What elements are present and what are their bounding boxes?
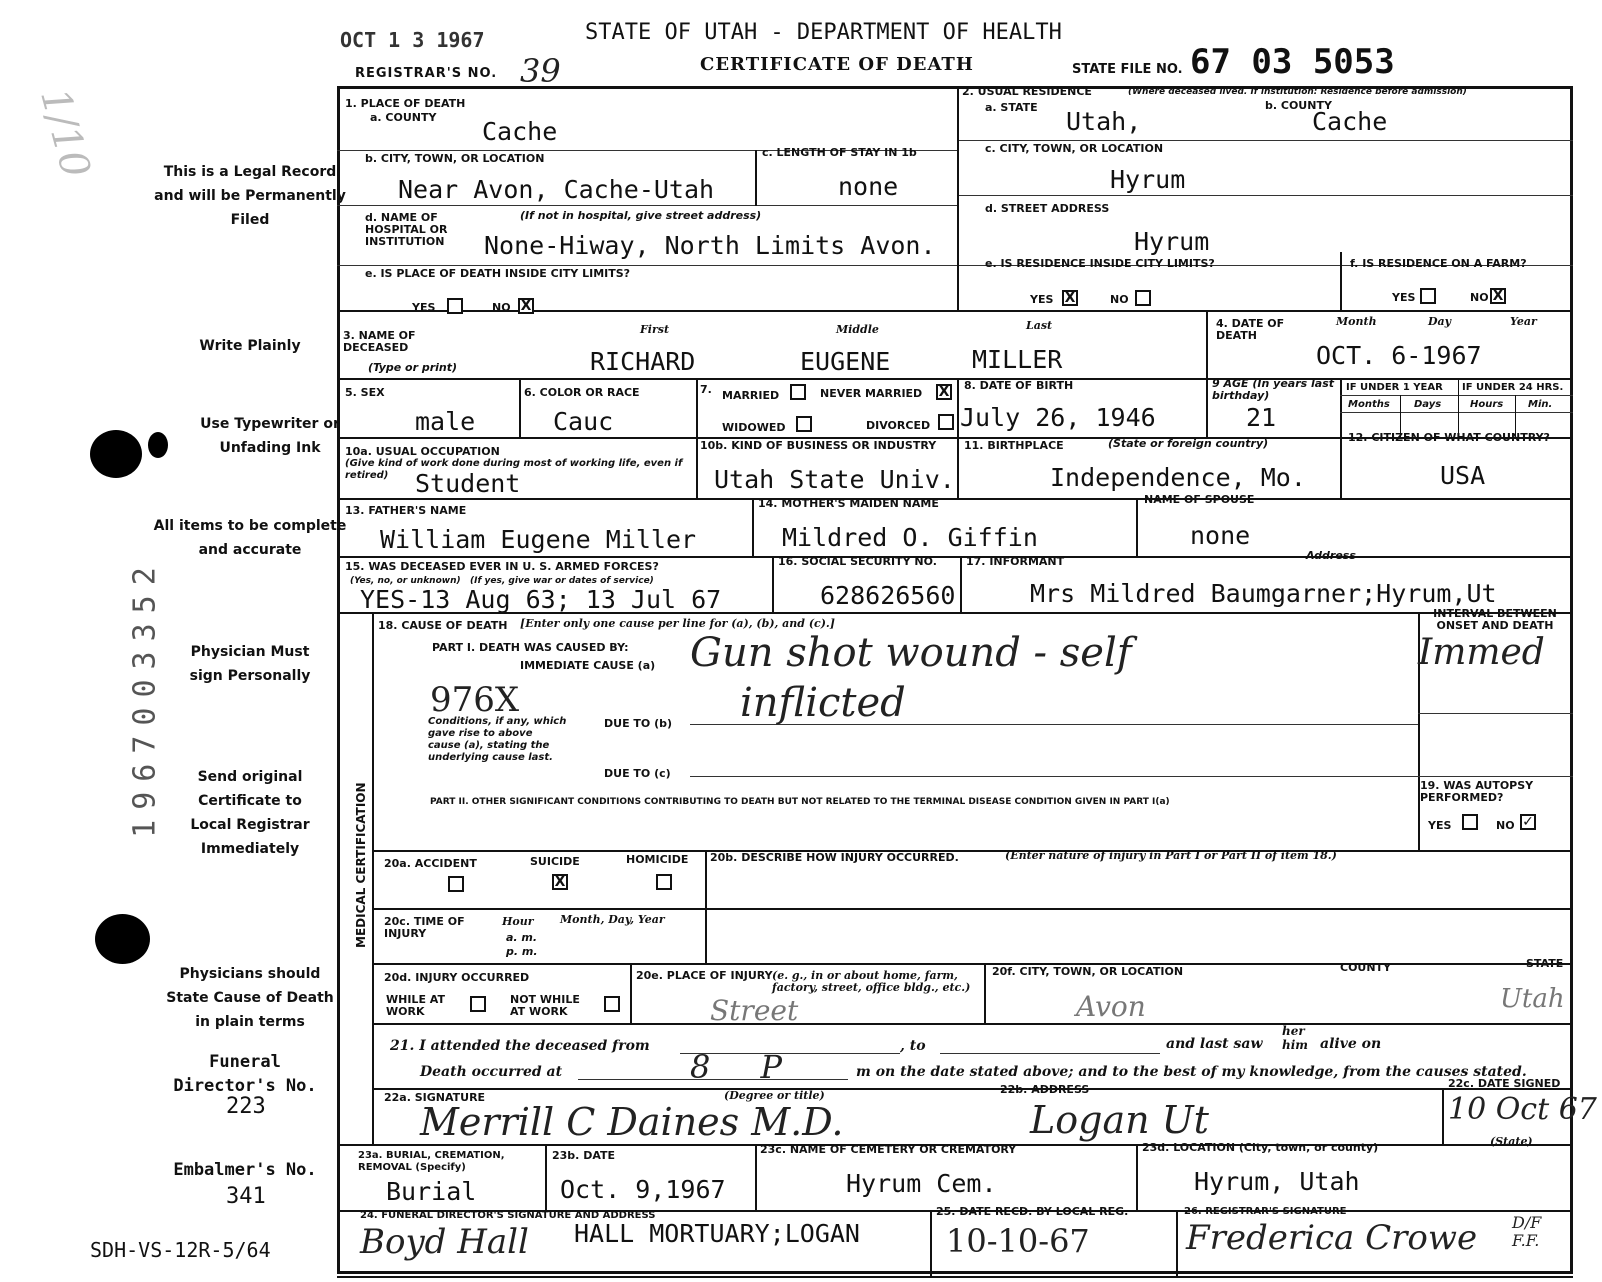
injury-city-label: 20f. CITY, TOWN, OR LOCATION [992, 965, 1184, 978]
cause-code: 976X [430, 680, 520, 720]
typewriter-note: Use Typewriter or Unfading Ink [200, 416, 340, 456]
residence-state-value: Utah, [1066, 107, 1142, 136]
sex-value: male [415, 407, 476, 436]
ssn-value: 628626560 [820, 581, 956, 610]
physician-sign-note: Physician Must sign Personally [189, 644, 311, 684]
autopsy-no-checkbox[interactable]: ✓ [1520, 814, 1536, 830]
mother-name-value: Mildred O. Giffin [782, 523, 1038, 552]
not-while-at-work-label: NOT WHILE AT WORK [510, 993, 580, 1018]
date-received-value: 10-10-67 [946, 1222, 1090, 1260]
injury-place-label: 20e. PLACE OF INJURY [636, 969, 773, 982]
birthplace-hint: (State or foreign country) [1108, 437, 1269, 450]
residence-county-label: b. COUNTY [1265, 99, 1332, 112]
vertical-number: 1967003352 [127, 557, 163, 838]
immediate-cause-label: IMMEDIATE CAUSE (a) [520, 659, 656, 672]
residence-street-value: Hyrum [1134, 227, 1210, 256]
age-label: 9 AGE (In years last birthday) [1212, 377, 1335, 402]
cause-of-death-hint: [Enter only one cause per line for (a), (b), and (c).] [520, 617, 835, 630]
punch-hole-top [90, 430, 142, 478]
death-limits-no-checkbox[interactable]: X [518, 298, 534, 314]
date-of-death-label: 4. DATE OF DEATH [1216, 317, 1285, 342]
injury-place-value: Street [710, 994, 799, 1027]
death-limits-no-label: NO [492, 301, 511, 314]
punch-hole-top-small [148, 432, 168, 458]
hospital-hint: (If not in hospital, give street address) [520, 209, 762, 222]
middle-name-value: EUGENE [800, 347, 891, 376]
last-name-label: Last [1026, 319, 1053, 332]
birth-date-value: July 26, 1946 [960, 403, 1156, 432]
widowed-label: WIDOWED [722, 421, 786, 434]
death-city-label: b. CITY, TOWN, OR LOCATION [365, 152, 545, 165]
alive-on-label: alive on [1320, 1036, 1382, 1052]
cemetery-value: Hyrum Cem. [846, 1169, 997, 1198]
residence-limits-yes-checkbox[interactable]: X [1062, 290, 1078, 306]
date-signed-label: 22c. DATE SIGNED [1448, 1077, 1561, 1090]
autopsy-yes-checkbox[interactable] [1462, 814, 1478, 830]
part-2-label: PART II. OTHER SIGNIFICANT CONDITIONS CONTRIBUTING TO DEATH BUT NOT RELATED TO THE TERMINAL DISEASE CONDITION GIVEN IN PART I(a) [430, 797, 1170, 807]
last-name-value: MILLER [972, 345, 1063, 374]
death-occurred-label: Death occurred at [420, 1064, 563, 1080]
physicians-cause-note: Physicians should State Cause of Death in plain terms [166, 966, 334, 1030]
cemetery-label: 23c. NAME OF CEMETERY OR CREMATORY [760, 1143, 1017, 1156]
usual-residence-label: 2. USUAL RESIDENCE [962, 85, 1092, 98]
first-name-label: First [640, 323, 670, 336]
injury-hour-label: Hour [502, 915, 534, 928]
degree-label: (Degree or title) [724, 1089, 825, 1102]
conditions-note: Conditions, if any, which gave rise to above cause (a), stating the underlying cause last. [428, 716, 567, 763]
homicide-checkbox[interactable] [656, 874, 672, 890]
residence-limits-yes-label: YES [1030, 293, 1054, 306]
legal-record-note: This is a Legal Record and will be Permanently Filed [154, 164, 346, 228]
length-of-stay-label: c. LENGTH OF STAY IN 1b [762, 146, 917, 159]
residence-city-label: c. CITY, TOWN, OR LOCATION [985, 142, 1164, 155]
injury-state-label: STATE [1526, 957, 1564, 970]
hospital-label: d. NAME OF HOSPITAL OR INSTITUTION [365, 211, 448, 248]
injury-county-label: COUNTY [1340, 961, 1392, 974]
occupation-label: 10a. USUAL OCCUPATION [345, 445, 500, 458]
birth-date-label: 8. DATE OF BIRTH [964, 379, 1074, 392]
informant-address-label: Address [1306, 549, 1356, 562]
death-year-label: Year [1510, 315, 1537, 328]
form-id: SDH-VS-12R-5/64 [90, 1238, 271, 1262]
age-value: 21 [1246, 403, 1277, 432]
due-to-c-label: DUE TO (c) [604, 767, 671, 780]
farm-no-label: NO [1470, 291, 1489, 304]
immediate-cause-value: Gun shot wound - self [690, 630, 1132, 676]
received-stamp: OCT 1 3 1967 [340, 28, 485, 52]
registrar-signature: Frederica Crowe [1186, 1218, 1478, 1258]
spouse-value: none [1190, 521, 1251, 550]
state-hint-label: (State) [1490, 1135, 1533, 1148]
deputy-initials: D/F F.F. [1512, 1213, 1542, 1250]
registrar-label: REGISTRAR'S NO. [355, 66, 498, 81]
embalmer-number: 341 [226, 1184, 266, 1209]
never-married-label: NEVER MARRIED [820, 387, 923, 400]
cause-of-death-label: 18. CAUSE OF DEATH [378, 619, 508, 632]
ssn-label: 16. SOCIAL SECURITY NO. [778, 555, 937, 568]
farm-label: f. IS RESIDENCE ON A FARM? [1350, 257, 1527, 270]
interval-value: Immed [1418, 632, 1545, 673]
funeral-director-signature: Boyd Hall [360, 1222, 529, 1262]
race-label: 6. COLOR OR RACE [524, 386, 640, 399]
date-of-death-value: OCT. 6-1967 [1316, 341, 1482, 370]
death-county-label: a. COUNTY [370, 111, 437, 124]
disposition-label: 23a. BURIAL, CREMATION, REMOVAL (Specify) [358, 1150, 505, 1173]
residence-limits-label: e. IS RESIDENCE INSIDE CITY LIMITS? [985, 257, 1215, 270]
while-at-work-label: WHILE AT WORK [386, 993, 445, 1018]
marital-label: 7. [700, 383, 712, 396]
citizen-value: USA [1440, 461, 1486, 490]
married-checkbox[interactable] [790, 384, 806, 400]
autopsy-yes-label: YES [1428, 819, 1452, 832]
injury-occurred-label: 20d. INJURY OCCURRED [384, 971, 530, 984]
autopsy-no-label: NO [1496, 819, 1515, 832]
registrar-number: 39 [520, 52, 561, 90]
farm-no-checkbox[interactable]: X [1490, 288, 1506, 304]
accident-label: 20a. ACCIDENT [384, 857, 477, 870]
divorced-label: DIVORCED [866, 419, 931, 432]
deceased-name-label: 3. NAME OF DECEASED [343, 329, 416, 354]
death-occurred-rest: m on the date stated above; and to the best of my knowledge, from the causes stated. [856, 1064, 1527, 1080]
deceased-name-sub: (Type or print) [368, 361, 458, 374]
residence-limits-no-label: NO [1110, 293, 1129, 306]
due-to-b-label: DUE TO (b) [604, 717, 673, 730]
residence-county-value: Cache [1312, 107, 1388, 136]
send-original-note: Send original Certificate to Local Registrar Immediately [190, 769, 310, 857]
burial-date-value: Oct. 9,1967 [560, 1175, 726, 1204]
complete-note: All items to be complete and accurate [153, 518, 347, 558]
death-day-label: Day [1428, 315, 1452, 328]
immediate-cause-continued: inflicted [740, 680, 906, 726]
widowed-checkbox[interactable] [796, 416, 812, 432]
length-of-stay-value: none [838, 172, 899, 201]
injury-place-hint: (e. g., in or about home, farm, factory, street, office bldg., etc.) [772, 969, 971, 994]
autopsy-label: 19. WAS AUTOPSY PERFORMED? [1420, 779, 1534, 804]
her-him-label: her him [1282, 1024, 1308, 1052]
father-name-value: William Eugene Miller [380, 525, 697, 554]
date-signed-value: 10 Oct 67 [1448, 1092, 1597, 1127]
death-county-value: Cache [482, 117, 558, 146]
middle-name-label: Middle [836, 323, 879, 336]
never-married-checkbox[interactable]: X [936, 384, 952, 400]
how-injury-hint: (Enter nature of injury in Part I or Part II of item 18.) [1005, 849, 1337, 862]
suicide-label: SUICIDE [530, 855, 580, 868]
part-1-label: PART I. DEATH WAS CAUSED BY: [432, 641, 629, 654]
embalmer-label: Embalmer's No. [173, 1160, 317, 1180]
residence-city-value: Hyrum [1110, 165, 1186, 194]
physician-address-value: Logan Ut [1030, 1098, 1209, 1142]
date-received-label: 25. DATE RECD. BY LOCAL REG. [936, 1205, 1129, 1218]
cemetery-location-label: 23d. LOCATION (City, town, or county) [1142, 1141, 1379, 1154]
physician-signature-label: 22a. SIGNATURE [384, 1091, 486, 1104]
armed-forces-value: YES-13 Aug 63; 13 Jul 67 [360, 585, 722, 614]
married-label: MARRIED [722, 389, 780, 402]
mother-name-label: 14. MOTHER'S MAIDEN NAME [758, 497, 939, 510]
funeral-director-number: 223 [226, 1094, 266, 1119]
armed-forces-hint-2: (If yes, give war or dates of service) [470, 576, 654, 586]
write-plainly-note: Write Plainly [199, 338, 301, 354]
informant-value: Mrs Mildred Baumgarner;Hyrum,Ut [1030, 579, 1497, 608]
attended-label: 21. I attended the deceased from [390, 1038, 650, 1054]
under-1-year-label: IF UNDER 1 YEAR [1346, 382, 1443, 393]
funeral-director-signature-label: 24. FUNERAL DIRECTOR'S SIGNATURE AND ADDRESS [360, 1210, 656, 1221]
attended-to-label: , to [900, 1038, 926, 1054]
punch-hole-bottom [95, 914, 150, 964]
funeral-director-label: Funeral Director's No. [173, 1052, 317, 1096]
birthplace-label: 11. BIRTHPLACE [964, 439, 1064, 452]
not-while-at-work-checkbox[interactable] [604, 996, 620, 1012]
minutes-label: Min. [1528, 399, 1553, 410]
medical-certification-label: MEDICAL CERTIFICATION [354, 782, 368, 948]
occupation-value: Student [415, 469, 521, 498]
how-injury-label: 20b. DESCRIBE HOW INJURY OCCURRED. [710, 851, 959, 864]
days-label: Days [1414, 399, 1442, 410]
suicide-checkbox[interactable]: X [552, 874, 568, 890]
under-24-hrs-label: IF UNDER 24 HRS. [1462, 382, 1564, 393]
occupation-hint: (Give kind of work done during most of working life, even if retired) [345, 458, 683, 481]
accident-checkbox[interactable] [448, 876, 464, 892]
residence-state-label: a. STATE [985, 101, 1038, 114]
armed-forces-label: 15. WAS DECEASED EVER IN U. S. ARMED FORCES? [345, 560, 659, 573]
injury-date-label: Month, Day, Year [560, 913, 665, 926]
state-file-label: STATE FILE NO. [1072, 62, 1183, 77]
father-name-label: 13. FATHER'S NAME [345, 504, 467, 517]
cemetery-location-value: Hyrum, Utah [1194, 1167, 1360, 1196]
divorced-checkbox[interactable] [938, 414, 954, 430]
injury-pm-label: p. m. [506, 945, 538, 958]
business-value: Utah State Univ. [714, 465, 955, 494]
death-city-value: Near Avon, Cache-Utah [398, 175, 715, 204]
informant-label: 17. INFORMANT [966, 555, 1065, 568]
hospital-value: None-Hiway, North Limits Avon. [484, 231, 936, 260]
birthplace-value: Independence, Mo. [1050, 463, 1306, 492]
residence-limits-no-checkbox[interactable] [1135, 290, 1151, 306]
injury-city-value: Avon [1076, 990, 1146, 1023]
armed-forces-hint-1: (Yes, no, or unknown) [350, 576, 461, 586]
race-value: Cauc [553, 407, 614, 436]
first-name-value: RICHARD [590, 347, 696, 376]
injury-state-value: Utah [1500, 984, 1565, 1014]
death-time-value: 8 P [690, 1048, 803, 1086]
margin-pencil-notes: 1/10 [31, 83, 99, 183]
place-of-death-label: 1. PLACE OF DEATH [345, 97, 466, 110]
state-file-number: 67 03 5053 [1190, 42, 1395, 82]
registrar-signature-label: 26. REGISTRAR'S SIGNATURE [1184, 1206, 1347, 1217]
farm-yes-checkbox[interactable] [1420, 288, 1436, 304]
while-at-work-checkbox[interactable] [470, 996, 486, 1012]
residence-street-label: d. STREET ADDRESS [985, 202, 1110, 215]
usual-residence-hint: (Where deceased lived. If institution: Residence before admission) [1128, 87, 1467, 97]
physician-address-label: 22b. ADDRESS [1000, 1083, 1090, 1096]
funeral-director-value: HALL MORTUARY;LOGAN [574, 1219, 860, 1248]
last-saw-label: and last saw [1166, 1036, 1263, 1052]
hours-label: Hours [1470, 399, 1504, 410]
death-limits-yes-checkbox[interactable] [447, 298, 463, 314]
injury-time-label: 20c. TIME OF INJURY [384, 915, 465, 940]
disposition-value: Burial [386, 1177, 477, 1206]
death-city-limits-label: e. IS PLACE OF DEATH INSIDE CITY LIMITS? [365, 267, 631, 280]
physician-signature: Merrill C Daines M.D. [420, 1100, 844, 1144]
death-month-label: Month [1336, 315, 1377, 328]
business-label: 10b. KIND OF BUSINESS OR INDUSTRY [700, 439, 937, 452]
death-limits-yes-label: YES [412, 301, 436, 314]
farm-yes-label: YES [1392, 291, 1416, 304]
homicide-label: HOMICIDE [626, 853, 689, 866]
citizen-label: 12. CITIZEN OF WHAT COUNTRY? [1348, 431, 1550, 444]
interval-label: INTERVAL BETWEEN ONSET AND DEATH [1433, 607, 1557, 632]
sex-label: 5. SEX [345, 386, 385, 399]
burial-date-label: 23b. DATE [552, 1149, 615, 1162]
months-label: Months [1348, 399, 1390, 410]
spouse-label: NAME OF SPOUSE [1144, 493, 1255, 506]
injury-am-label: a. m. [506, 931, 538, 944]
certificate-title: CERTIFICATE OF DEATH [700, 54, 974, 75]
agency-title: STATE OF UTAH - DEPARTMENT OF HEALTH [585, 20, 1062, 45]
